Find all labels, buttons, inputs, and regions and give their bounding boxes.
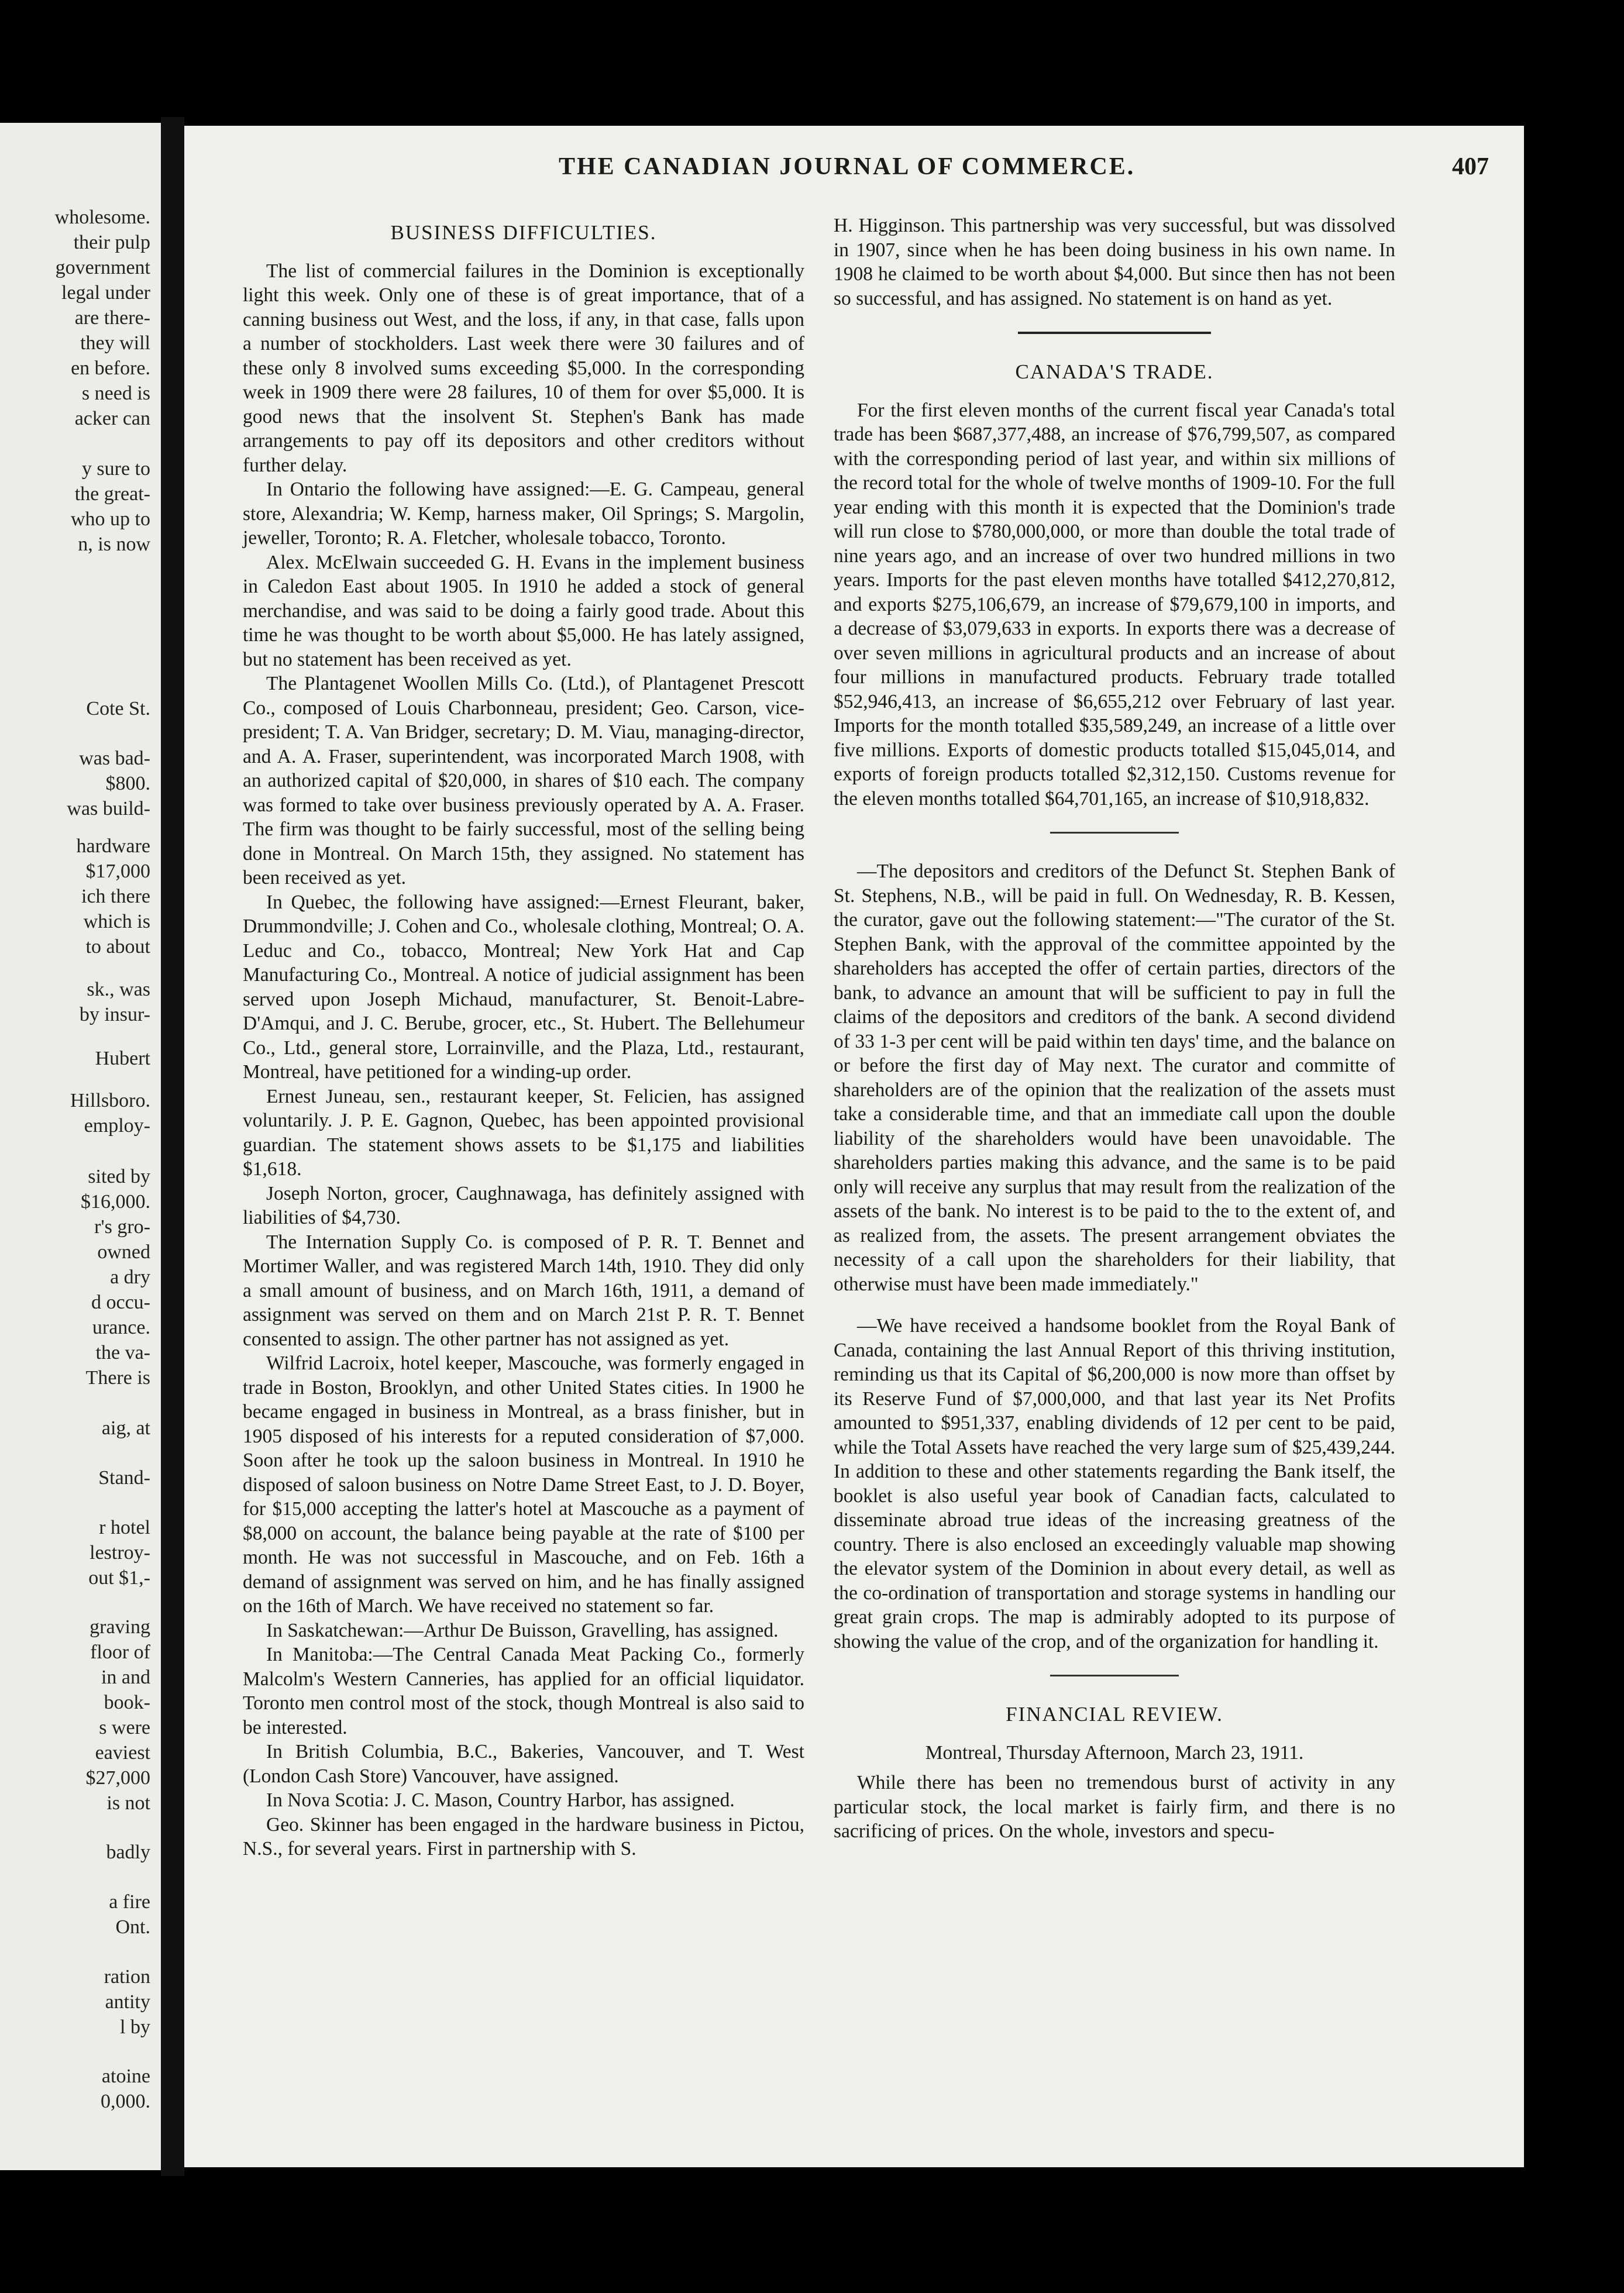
left-page-fragment: which is [83, 911, 150, 932]
article-paragraph: In Nova Scotia: J. C. Mason, Country Harbor, has assigned. [266, 1789, 735, 1811]
left-page-fragment: r hotel [99, 1517, 150, 1538]
business-difficulties-heading: BUSINESS DIFFICULTIES. [390, 221, 657, 244]
continuation-paragraph: H. Higginson. This partnership was very successful, but was dissolved in 1907, since when he has been doing business in his own name. In 1908 he claimed to be worth about $4,000. But since then has not been so successful, and has assigned. No statement is on hand as yet. [834, 215, 1395, 309]
article-paragraph: Alex. McElwain succeeded G. H. Evans in the implement business in Caledon East about 1905. In 1910 he added a stock of general merchandise, and was said to be doing a fairly good trade. About this time he was thought to be worth about $5,000. He has lately assigned, but no statement has been received as yet. [243, 551, 804, 670]
journal-title: THE CANADIAN JOURNAL OF COMMERCE. [559, 153, 1136, 180]
left-page-fragment: en before. [71, 357, 150, 379]
left-page-fragment: $800. [105, 773, 150, 794]
page-number: 407 [1452, 153, 1489, 180]
left-page-fragment: to about [85, 936, 150, 958]
left-page-fragment: government [55, 257, 150, 278]
left-page-fragment: a fire [109, 1891, 150, 1913]
trade-paragraph: For the first eleven months of the current fiscal year Canada's total trade has been $687,377,488, an increase of $76,799,507, as compared with the corresponding period of last year, and within six millions of the record total for the whole of twelve months of 1909-10. For the full year ending with this month it is expected that the Dominion's trade will run close to $780,000,000, or more than double the total trade of nine years ago, and an increase of over two hundred millions in two years. Imports for the past eleven months have totalled $412,270,812, and exports $275,106,679, an increase of $79,679,100 in imports, and a decrease of $3,079,633 in exports. In exports there was a decrease of over seven millions in agricultural products and an increase of about four millions in manufactured products. February trade totalled $52,946,413, an increase of $6,655,212 over February of last year. Imports for the month totalled $35,589,249, an increase of a little over five millions. Exports of domestic products totalled $15,045,014, and exports of foreign products totalled $2,312,150. Customs revenue for the eleven months totalled $64,701,165, an increase of $10,918,832. [834, 399, 1395, 810]
left-page-fragment: floor of [90, 1641, 150, 1663]
royal-bank-item: —We have received a handsome booklet from the Royal Bank of Canada, containing the last Annual Report of this thriving institution, reminding us that its Capital of $6,200,000 is now more than offset by its Reserve Fund of $7,000,000, and that last year its Net Profits amounted to $951,337, enabling dividends of 12 per cent to be paid, while the Total Assets have reached the very large sum of $25,439,244. In addition to these and other statements regarding the Bank itself, the booklet is also useful year book of Canadian facts, calculated to disseminate abroad true ideas of the increasing greatness of the country. There is also enclosed an exceedingly valuable map showing the elevator system of the Dominion in about every detail, as well as the co-ordination of transportation and storage systems in handling our great grain crops. The map is admirably adopted to its purpose of showing the value of the crop, and of the organization for handling it. [834, 1315, 1395, 1652]
left-page-fragment: Cote St. [86, 698, 150, 719]
financial-review-dateline: Montreal, Thursday Afternoon, March 23, 1911. [925, 1741, 1304, 1764]
article-paragraph: The list of commercial failures in the Dominion is exceptionally light this week. Only one of these is of great importance, that of a canning business out West, and the loss, if any, in that case, falls upon a number of stockholders. Last week there were 30 failures and of these only 8 involved sums exceeding $5,000. In the corresponding week in 1909 there were 28 failures, 10 of them for over $5,000. It is good news that the insolvent St. Stephen's Bank has made arrangements to pay off its depositors and other creditors without further delay. [243, 260, 804, 476]
left-page-fragment: hardware [76, 835, 150, 857]
left-page-fragment: the va- [95, 1342, 150, 1364]
left-page-fragment: r's gro- [94, 1216, 150, 1238]
left-page-fragment: Stand- [98, 1467, 150, 1489]
left-page-fragment: the great- [74, 483, 150, 505]
article-paragraph: Geo. Skinner has been engaged in the hardware business in Pictou, N.S., for several years. First in partnership with S. [243, 1813, 804, 1860]
left-page-fragment: d occu- [91, 1292, 150, 1313]
section-divider [1050, 832, 1179, 834]
article-paragraph: Joseph Norton, grocer, Caughnawaga, has definitely assigned with liabilities of $4,730. [243, 1182, 804, 1228]
left-page-fragment: $27,000 [85, 1767, 150, 1789]
article-paragraph: Ernest Juneau, sen., restaurant keeper, St. Felicien, has assigned voluntarily. J. P. E. Gagnon, Quebec, has been appointed provisional guardian. The statement shows assets to be $1,175 and liabilities $1,618. [243, 1085, 804, 1180]
newspaper-page [184, 126, 1524, 2167]
left-page-fragment: ich there [81, 886, 150, 907]
left-page-fragment: antity [105, 1991, 150, 2013]
right-column [834, 214, 1395, 1844]
left-page-fragment: their pulp [73, 232, 150, 253]
financial-review-heading: FINANCIAL REVIEW. [1006, 1703, 1223, 1726]
left-page-fragment: was bad- [79, 748, 150, 769]
left-page-fragment: s were [99, 1717, 150, 1738]
left-page-fragment: aig, at [101, 1417, 150, 1439]
left-page-fragment: sk., was [87, 979, 150, 1000]
left-page-fragment: $17,000 [85, 860, 150, 882]
left-page-fragment: Hubert [95, 1048, 150, 1069]
left-page-fragment: Ont. [115, 1916, 150, 1938]
article-paragraph: In Quebec, the following have assigned:—Ernest Fleurant, baker, Drummondville; J. Cohen and Co., wholesale clothing, Montreal; O. A. Leduc and Co., tobacco, Montreal; New York Hat and Cap Manufacturing Co., Montreal. A notice of judicial assignment has been served upon Joseph Michaud, manufacturer, St. Benoit-Labre-D'Amqui, and J. C. Berube, grocer, etc., St. Hubert. The Bellehumeur Co., Ltd., general store, Lorrainville, and the Plaza, Ltd., restaurant, Montreal, have petitioned for a winding-up order. [243, 891, 804, 1083]
left-column [243, 214, 804, 1861]
article-paragraph: Wilfrid Lacroix, hotel keeper, Mascouche, was formerly engaged in trade in Boston, Brooklyn, and other United States cities. In 1900 he became engaged in business in Montreal, as a brass finisher, but in 1905 disposed of his interests for a reputed consideration of $7,000. Soon after he took up the saloon business in Montreal. In 1910 he disposed of saloon business on Notre Dame Street East, to J. D. Boyer, for $15,000 accepting the latter's hotel at Mascouche as a payment of $8,000 on account, the balance being payable at the rate of $100 per month. He was not successful in Mascouche, and on Feb. 16th a demand of assignment was served on him, and he has finally assigned on the 16th of March. We have received no statement so far. [243, 1352, 804, 1617]
article-paragraph: In Ontario the following have assigned:—E. G. Campeau, general store, Alexandria; W. Kemp, harness maker, Oil Springs; S. Margolin, jeweller, Toronto; R. A. Fletcher, wholesale tobacco, Toronto. [243, 478, 804, 549]
left-page-fragment: is not [106, 1792, 150, 1814]
left-page-fragment: legal under [61, 282, 150, 304]
left-page-fragment: Hillsboro. [70, 1090, 150, 1111]
left-page-fragment: who up to [71, 508, 150, 530]
article-paragraph: The Plantagenet Woollen Mills Co. (Ltd.), of Plantagenet Prescott Co., composed of Louis Charbonneau, president; Geo. Carson, vice-president; T. A. Van Bridger, secretary; D. M. Viau, managing-director, and A. A. Fraser, superintendent, was incorporated March 1908, with an authorized capital of $20,000, in shares of $10 each. The company was formed to take over business previously operated by A. A. Fraser. The firm was thought to be fairly successful, most of the selling being done in Montreal. On March 15th, they assigned. No statement has been received as yet. [243, 673, 804, 889]
left-page-fragment: atoine [101, 2065, 150, 2087]
left-page-fragment: wholesome. [54, 206, 150, 228]
left-page-edge [0, 123, 161, 2170]
left-page-fragment: lestroy- [90, 1542, 150, 1564]
left-page-fragment: eaviest [95, 1742, 150, 1764]
section-divider [1018, 332, 1211, 334]
section-divider [1050, 1675, 1179, 1676]
article-paragraph: In British Columbia, B.C., Bakeries, Vancouver, and T. West (London Cash Store) Vancouver, have assigned. [243, 1741, 804, 1787]
left-page-fragment: are there- [74, 307, 150, 329]
left-page-fragment: acker can [74, 408, 150, 429]
left-page-fragment: ration [104, 1966, 150, 1988]
left-page-fragment: y sure to [81, 458, 150, 480]
left-page-fragment: in and [101, 1667, 150, 1688]
left-page-fragment: badly [106, 1841, 150, 1863]
left-page-fragment: There is [85, 1367, 150, 1389]
left-page-fragment: they will [80, 332, 150, 354]
left-page-fragment: out $1,- [88, 1567, 150, 1589]
left-page-fragment: graving [90, 1616, 150, 1638]
left-page-fragment: sited by [88, 1166, 150, 1187]
article-paragraph: The Internation Supply Co. is composed of P. R. T. Bennet and Mortimer Waller, and was registered March 14th, 1910. They did only a small amount of business, and on March 16th, 1911, a demand of assignment was served on them and on March 21st P. R. T. Bennet consented to assign. The other partner has not assigned as yet. [243, 1231, 804, 1350]
left-page-fragment: 0,000. [101, 2091, 150, 2112]
article-paragraph: In Saskatchewan:—Arthur De Buisson, Gravelling, has assigned. [266, 1619, 779, 1641]
left-page-fragment: owned [97, 1241, 150, 1263]
left-page-fragment: book- [104, 1692, 150, 1713]
left-page-fragment: l by [120, 2016, 150, 2038]
page-header [184, 153, 1524, 188]
page-gutter [161, 117, 184, 2176]
left-page-fragment: by insur- [79, 1004, 150, 1025]
left-page-fragment: s need is [81, 383, 150, 404]
left-page-fragment: employ- [84, 1115, 150, 1137]
left-page-fragment: urance. [92, 1317, 150, 1338]
left-page-fragment: n, is now [78, 533, 150, 555]
financial-review-paragraph: While there has been no tremendous burst of activity in any particular stock, the local market is fairly firm, and there is no sacrificing of prices. On the whole, investors and specu- [834, 1772, 1395, 1842]
left-page-fragment: $16,000. [81, 1191, 150, 1213]
canadas-trade-heading: CANADA'S TRADE. [1015, 360, 1214, 383]
left-page-fragment: a dry [110, 1266, 150, 1288]
article-paragraph: In Manitoba:—The Central Canada Meat Packing Co., formerly Malcolm's Western Canneries, has applied for an official liquidator. Toronto men control most of the stock, though Montreal is also said to be interested. [243, 1644, 804, 1738]
left-page-fragment: was build- [67, 798, 150, 820]
st-stephen-bank-item: —The depositors and creditors of the Defunct St. Stephen Bank of St. Stephens, N.B., will be paid in full. On Wednesday, R. B. Kessen, the curator, gave out the following statement:—"The curator of the St. Stephen Bank, with the approval of the committee appointed by the shareholders has accepted the offer of certain parties, directors of the bank, to advance an amount that will be sufficient to pay in full the claims of the depositors and creditors of the bank. A second dividend of 33 1-3 per cent will be paid within ten days' time, and the balance on or before the first day of May next. The curator and committe of shareholders are of the opinion that the realization of the assets must take a considerable time, and that an immediate call upon the double liability of the shareholders would have been unavoidable. The shareholders parties making this advance, and the same is to be paid only will receive any surplus that may result from the realization of the assets of the bank. No interest is to be paid to the to the extent of, and as realized from, the assets. The present arrangement obviates the necessity of a call upon the shareholders for their liability, that otherwise must have been made immediately." [834, 860, 1395, 1295]
